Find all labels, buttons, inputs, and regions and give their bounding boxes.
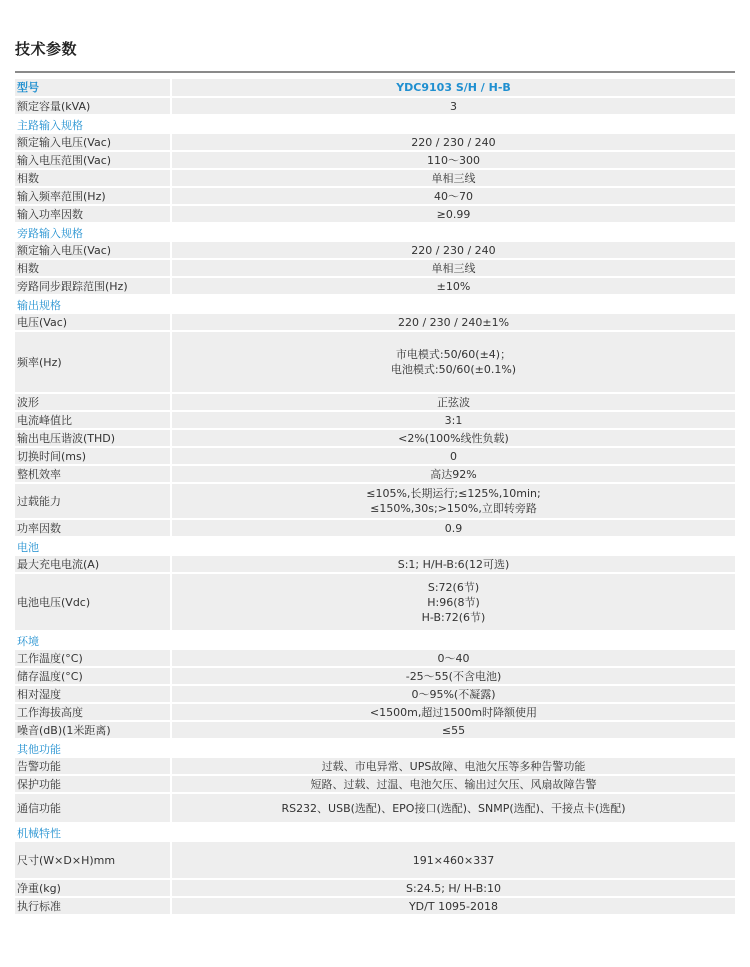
- row-key: 告警功能: [15, 758, 170, 774]
- row-key: 最大充电电流(A): [15, 556, 170, 572]
- row-value: 220 / 230 / 240: [172, 134, 735, 150]
- spec-table: [15, 79, 735, 916]
- section-title: 环境: [15, 632, 170, 650]
- table-row: [15, 314, 735, 330]
- table-row: [15, 278, 735, 294]
- section-header: [15, 824, 735, 842]
- row-value: [172, 484, 735, 518]
- table-row: [15, 880, 735, 896]
- table-row: [15, 260, 735, 276]
- row-value: S:24.5; H/ H-B:10: [172, 880, 735, 896]
- row-value: [172, 574, 735, 630]
- row-value: 40～70: [172, 188, 735, 204]
- section-title: 机械特性: [15, 824, 170, 842]
- table-row: [15, 98, 735, 114]
- section-header: [15, 538, 735, 556]
- row-value-line: ≤150%,30s;>150%,立即转旁路: [370, 502, 537, 515]
- section-header: [15, 632, 735, 650]
- row-value: ≤55: [172, 722, 735, 738]
- row-value: 单相三线: [172, 260, 735, 276]
- row-key: 工作温度(°C): [15, 650, 170, 666]
- section-title: 其他功能: [15, 740, 170, 758]
- row-key: 输出电压谐波(THD): [15, 430, 170, 446]
- row-value: 191×460×337: [172, 842, 735, 878]
- row-key: 功率因数: [15, 520, 170, 536]
- table-row: [15, 650, 735, 666]
- row-key: 整机效率: [15, 466, 170, 482]
- row-value: YD/T 1095-2018: [172, 898, 735, 914]
- row-value: 0～40: [172, 650, 735, 666]
- table-row: [15, 794, 735, 822]
- section-title: 输出规格: [15, 296, 170, 314]
- row-key: 通信功能: [15, 794, 170, 822]
- row-value: 110～300: [172, 152, 735, 168]
- row-value-line: 电池模式:50/60(±0.1%): [390, 363, 517, 376]
- row-key: 电流峰值比: [15, 412, 170, 428]
- table-row: [15, 704, 735, 720]
- row-key: 输入频率范围(Hz): [15, 188, 170, 204]
- row-key: 相数: [15, 170, 170, 186]
- table-row: [15, 722, 735, 738]
- row-value: -25～55(不含电池): [172, 668, 735, 684]
- section-header: [15, 740, 735, 758]
- row-value: 单相三线: [172, 170, 735, 186]
- row-value: 正弦波: [172, 394, 735, 410]
- row-key: 额定输入电压(Vac): [15, 242, 170, 258]
- section-header: [15, 116, 735, 134]
- table-row: [15, 898, 735, 914]
- table-row: [15, 668, 735, 684]
- row-value: 220 / 230 / 240: [172, 242, 735, 258]
- row-value-line: ≤105%,长期运行;≤125%,10min;: [366, 487, 541, 500]
- table-row: [15, 520, 735, 536]
- row-value: 3: [172, 98, 735, 114]
- row-key: 波形: [15, 394, 170, 410]
- row-key: 额定输入电压(Vac): [15, 134, 170, 150]
- table-row: [15, 776, 735, 792]
- row-key: 电压(Vac): [15, 314, 170, 330]
- row-key: 过载能力: [15, 484, 170, 518]
- table-row: [15, 332, 735, 392]
- model-value: YDC9103 S/H / H-B: [172, 79, 735, 96]
- table-row: [15, 412, 735, 428]
- row-key: 输入电压范围(Vac): [15, 152, 170, 168]
- row-value: S:1; H/H-B:6(12可选): [172, 556, 735, 572]
- row-value: ±10%: [172, 278, 735, 294]
- row-key: 电池电压(Vdc): [15, 574, 170, 630]
- row-key: 旁路同步跟踪范围(Hz): [15, 278, 170, 294]
- row-key: 相对湿度: [15, 686, 170, 702]
- row-key: 储存温度(°C): [15, 668, 170, 684]
- section-header: [15, 296, 735, 314]
- table-row: [15, 188, 735, 204]
- table-row: [15, 758, 735, 774]
- row-value-line: H:96(8节): [427, 595, 480, 609]
- table-row: [15, 394, 735, 410]
- table-row: [15, 242, 735, 258]
- section-title: 主路输入规格: [15, 116, 170, 134]
- table-row: [15, 842, 735, 878]
- row-key: 额定容量(kVA): [15, 98, 170, 114]
- row-value: 220 / 230 / 240±1%: [172, 314, 735, 330]
- table-row: [15, 134, 735, 150]
- row-key: 执行标准: [15, 898, 170, 914]
- page-title: 技术参数: [15, 40, 78, 58]
- row-value: 0～95%(不凝露): [172, 686, 735, 702]
- row-value-line: H-B:72(6节): [421, 610, 486, 624]
- title-divider: [15, 71, 735, 73]
- row-value: 短路、过载、过温、电池欠压、输出过欠压、风扇故障告警: [172, 776, 735, 792]
- table-row: [15, 484, 735, 518]
- row-value: ≥0.99: [172, 206, 735, 222]
- table-row: [15, 206, 735, 222]
- table-row: [15, 686, 735, 702]
- table-row: [15, 556, 735, 572]
- table-row: [15, 574, 735, 630]
- row-key: 尺寸(W×D×H)mm: [15, 842, 170, 878]
- table-row: [15, 152, 735, 168]
- table-row: [15, 430, 735, 446]
- row-key: 频率(Hz): [15, 332, 170, 392]
- row-value: 0.9: [172, 520, 735, 536]
- row-value: 高达92%: [172, 466, 735, 482]
- model-label: 型号: [15, 79, 170, 96]
- section-title: 电池: [15, 538, 170, 556]
- row-key: 噪音(dB)(1米距离): [15, 722, 170, 738]
- row-value-line: S:72(6节): [427, 580, 480, 594]
- row-value: <1500m,超过1500m时降额使用: [172, 704, 735, 720]
- model-row: [15, 79, 735, 96]
- row-key: 净重(kg): [15, 880, 170, 896]
- section-header: [15, 224, 735, 242]
- row-value: RS232、USB(选配)、EPO接口(选配)、SNMP(选配)、干接点卡(选配): [172, 794, 735, 822]
- table-row: [15, 170, 735, 186]
- section-title: 旁路输入规格: [15, 224, 170, 242]
- row-key: 相数: [15, 260, 170, 276]
- row-value: [172, 332, 735, 392]
- row-key: 保护功能: [15, 776, 170, 792]
- table-row: [15, 466, 735, 482]
- row-value-line: 市电模式:50/60(±4)；: [395, 348, 512, 361]
- row-value: 3:1: [172, 412, 735, 428]
- row-key: 切换时间(ms): [15, 448, 170, 464]
- row-value: 过载、市电异常、UPS故障、电池欠压等多种告警功能: [172, 758, 735, 774]
- row-key: 工作海拔高度: [15, 704, 170, 720]
- row-value: 0: [172, 448, 735, 464]
- table-row: [15, 448, 735, 464]
- row-key: 输入功率因数: [15, 206, 170, 222]
- row-value: <2%(100%线性负载): [172, 430, 735, 446]
